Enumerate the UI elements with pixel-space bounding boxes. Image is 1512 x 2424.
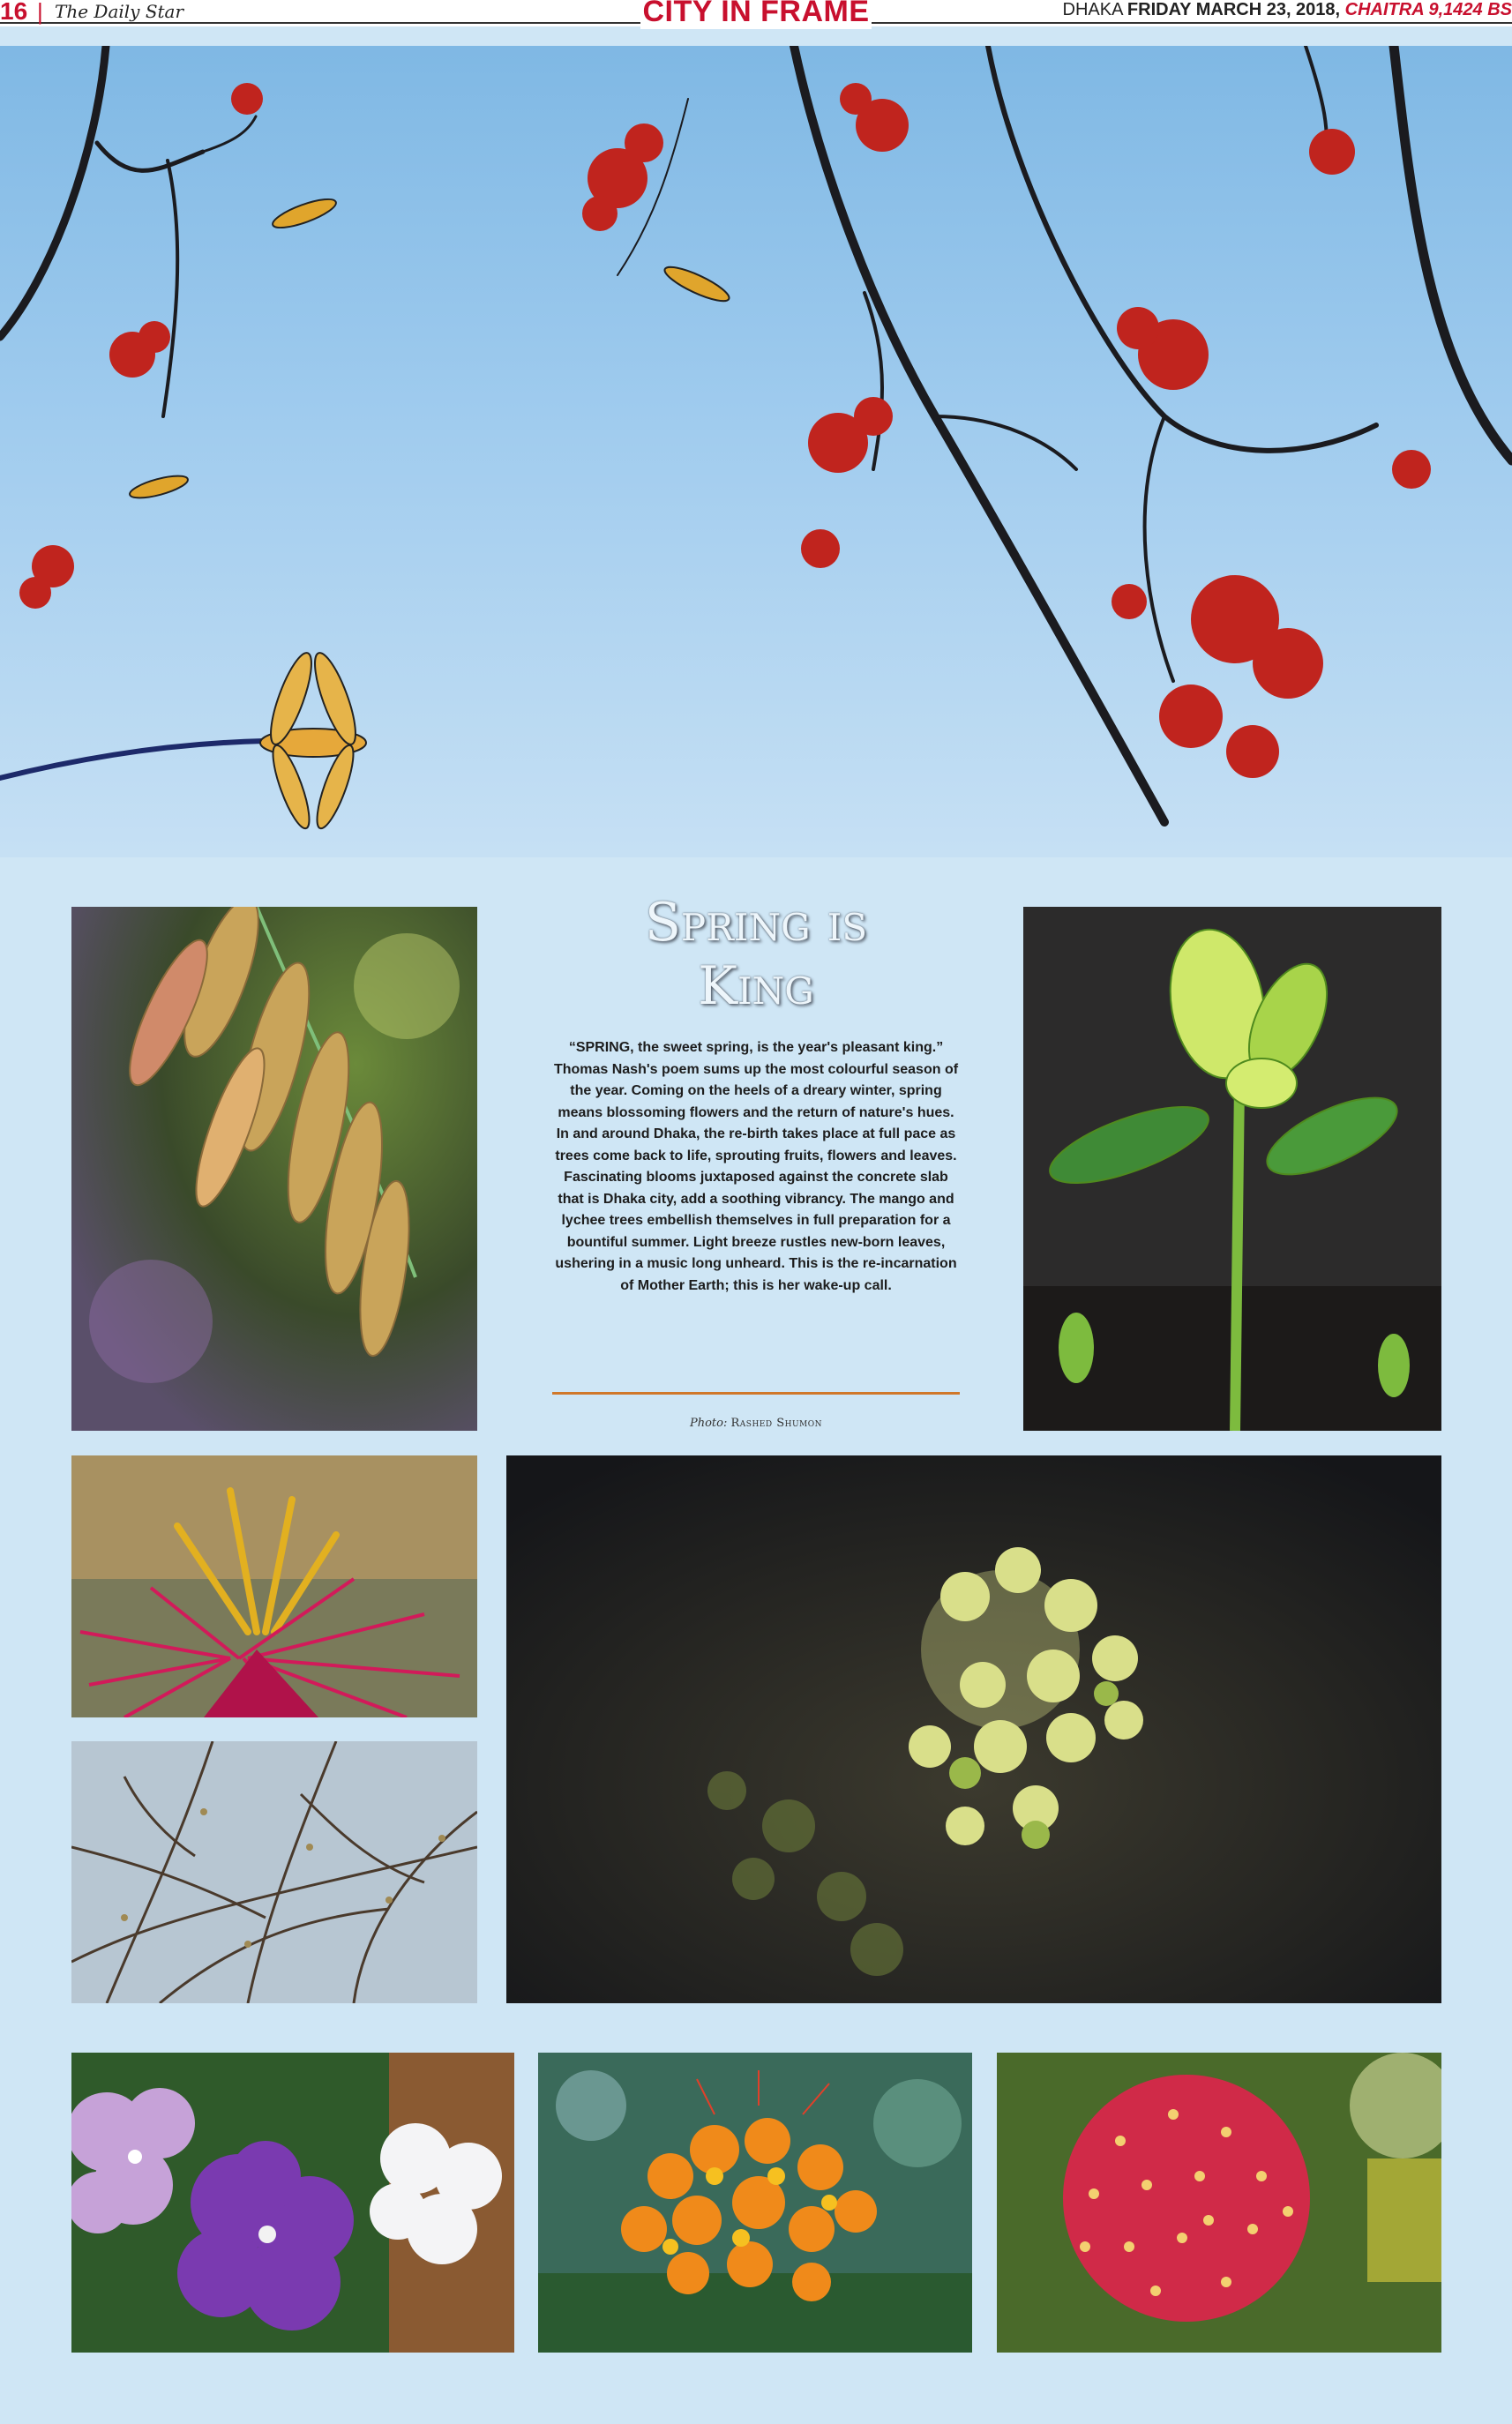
photographer-name: Rashed Shumon <box>730 1417 823 1430</box>
article <box>552 891 960 1297</box>
section-title: CITY IN FRAME <box>640 0 872 29</box>
dateline-bangla-date: CHAITRA 9,1424 BS <box>1344 0 1512 19</box>
dateline-city: DHAKA <box>1062 0 1123 19</box>
photo-green-sapling <box>1023 907 1441 1431</box>
header-separator: | <box>37 0 43 25</box>
article-headline <box>552 891 960 1018</box>
dateline-date: FRIDAY MARCH 23, 2018, <box>1127 0 1341 19</box>
photo-mango-blossom <box>506 1455 1441 2003</box>
photo-bare-twigs <box>71 1741 477 2003</box>
headline-line-1: Spring is <box>644 892 868 954</box>
hero-photo-branches-dragonflies <box>0 46 1512 857</box>
page-number: 16 <box>0 0 28 25</box>
article-body: “SPRING, the sweet spring, is the year's pleasant king.” Thomas Nash's poem sums up the most colourful season of the year. Coming on the heels of a dreary winter, spring means blossoming flowers and the return of nature's hues. In and around Dhaka, the re-birth takes place at full pace as trees come back to life, sprouting fruits, flowers and leaves. Fascinating blooms juxtaposed against the concrete slab that is Dhaka city, add a soothing vibrancy. The mango and lychee trees embellish themselves in full preparation for a bountiful summer. Light breeze rustles new-born leaves, ushering in a music long unheard. This is the re-incarnation of Mother Earth; this is her wake-up call. <box>553 1040 959 1293</box>
dateline <box>1058 0 1512 20</box>
photo-hanging-leaves <box>71 907 477 1431</box>
photo-credit <box>552 1417 960 1430</box>
photo-purple-flowers <box>71 2053 514 2353</box>
article-divider <box>552 1392 960 1395</box>
headline-line-2: King <box>698 955 814 1017</box>
photo-pink-flower <box>71 1455 477 1717</box>
masthead-logo: The Daily Star <box>55 1 189 22</box>
photo-credit-label: Photo: <box>689 1417 728 1430</box>
photo-orange-ixora <box>538 2053 972 2353</box>
photo-red-pom-flower <box>997 2053 1441 2353</box>
page-header <box>0 0 1512 26</box>
